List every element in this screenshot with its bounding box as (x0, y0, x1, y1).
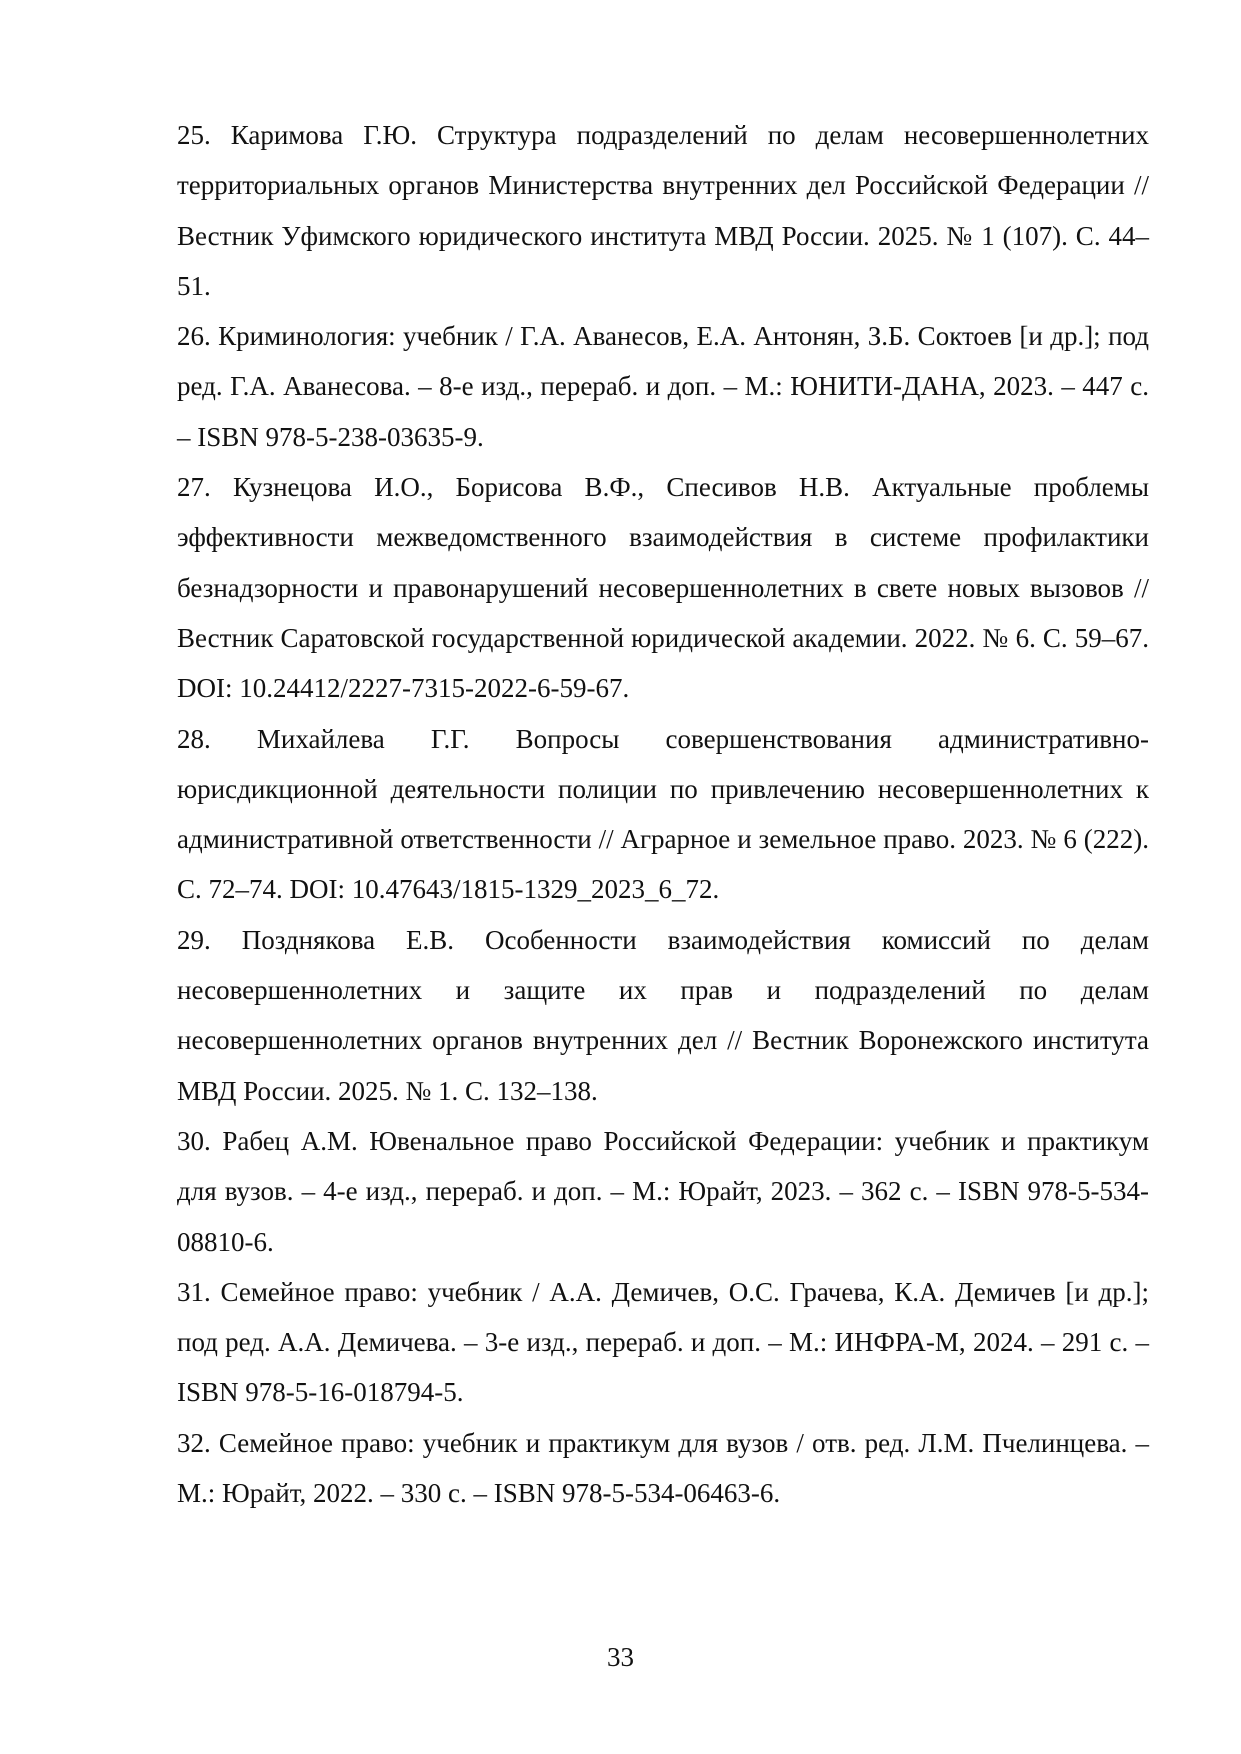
reference-31: 31. Семейное право: учебник / А.А. Демичев, О.С. Грачева, К.А. Демичев [и др.]; под ред. А.А. Демичева. – 3-е изд., перераб. и доп. – М.: ИНФРА-М, 2024. – 291 с. – ISBN 978-5-16-018794-5. (177, 1276, 1149, 1408)
reference-27: 27. Кузнецова И.О., Борисова В.Ф., Спесивов Н.В. Актуальные проблемы эффективности межведомственного взаимодействия в системе профилактики безнадзорности и правонарушений несовершеннолетних в свете новых вызовов // Вестник Саратовской государственной юридической академии. 2022. № 6. С. 59–67. DOI: 10.24412/2227-7315-2022-6-59-67. (177, 472, 1149, 704)
reference-26: 26. Криминология: учебник / Г.А. Аванесов, Е.А. Антонян, З.Б. Соктоев [и др.]; под ред. Г.А. Аванесова. – 8-е изд., перераб. и доп. – М.: ЮНИТИ-ДАНА, 2023. – 447 с. – ISBN 978-5-238-03635-9. (177, 321, 1149, 452)
reference-25: 25. Каримова Г.Ю. Структура подразделений по делам несовершеннолетних территориальных органов Министерства внутренних дел Российской Федерации // Вестник Уфимского юридического института МВД России. 2025. № 1 (107). С. 44–51. (177, 120, 1149, 301)
reference-32: 32. Семейное право: учебник и практикум для вузов / отв. ред. Л.М. Пчелинцева. – М.: Юрайт, 2022. – 330 с. – ISBN 978-5-534-06463-6. (177, 1427, 1149, 1509)
page-number: 33 (607, 1642, 634, 1672)
reference-29: 29. Позднякова Е.В. Особенности взаимодействия комиссий по делам несовершеннолетних и защите их прав и подразделений по делам несовершеннолетних органов внутренних дел // Вестник Воронежского института МВД России. 2025. № 1. С. 132–138. (177, 924, 1149, 1106)
reference-list (177, 110, 1149, 1518)
reference-28: 28. Михайлева Г.Г. Вопросы совершенствования административно-юрисдикционной деятельности полиции по привлечению несовершеннолетних к административной ответственности // Аграрное и земельное право. 2023. № 6 (222). С. 72–74. DOI: 10.47643/1815-1329_2023_6_72. (177, 723, 1149, 905)
reference-30: 30. Рабец А.М. Ювенальное право Российской Федерации: учебник и практикум для вузов. – 4-е изд., перераб. и доп. – М.: Юрайт, 2023. – 362 с. – ISBN 978-5-534-08810-6. (177, 1125, 1149, 1257)
